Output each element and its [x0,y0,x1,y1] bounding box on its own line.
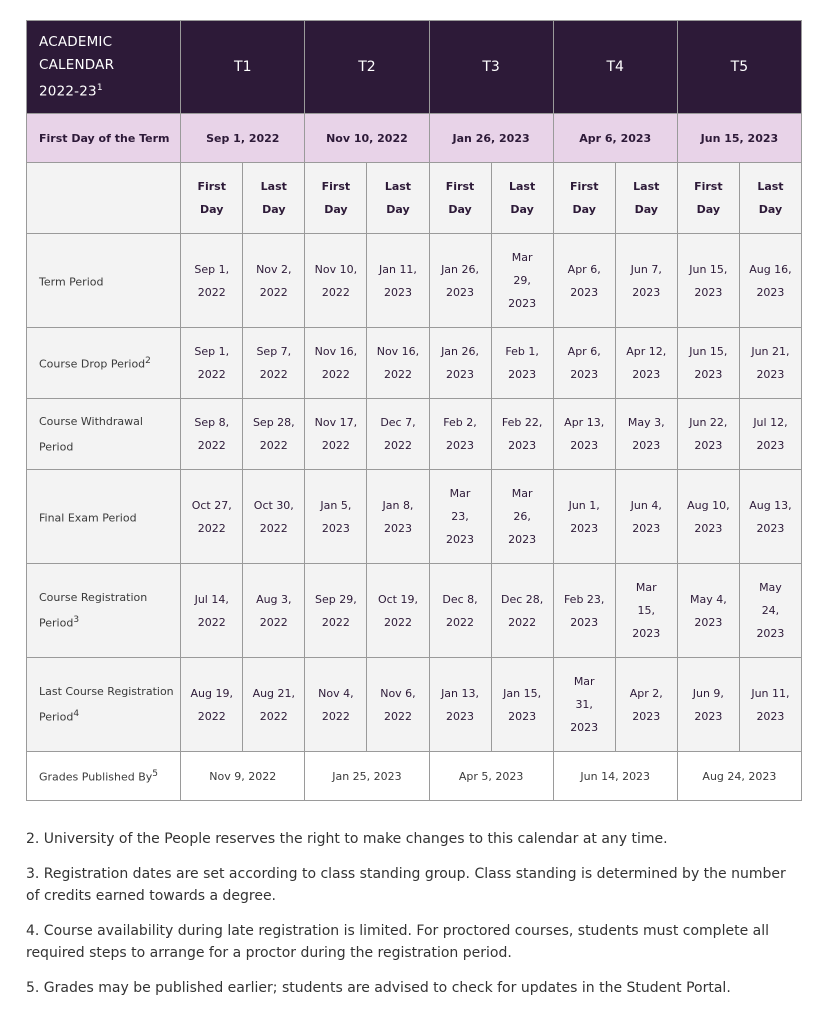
date-cell: May 24, 2023 [739,564,801,658]
date-cell: Apr 13, 2023 [553,399,615,470]
date-cell: Mar 23, 2023 [429,470,491,564]
footnote-3: 3. Registration dates are set according to class standing group. Class standing is determined by the number of credits earned towards a degree. [26,866,786,904]
footnote-marker: 3 [73,615,80,626]
date-cell: May 4, 2023 [677,564,739,658]
date-cell: Sep 7, 2022 [243,328,305,399]
date-cell: Feb 23, 2023 [553,564,615,658]
table-row [27,399,802,470]
row-label-text: Term Period [39,275,104,289]
date-cell: Aug 13, 2023 [739,470,801,564]
first-day-label: First Day of the Term [27,114,181,163]
date-cell: Jan 5, 2023 [305,470,367,564]
date-cell: Aug 19, 2022 [181,658,243,752]
date-cell: Jun 15, 2023 [677,234,739,328]
date-cell: Feb 1, 2023 [491,328,553,399]
calendar-title [27,21,181,114]
date-cell: Nov 4, 2022 [305,658,367,752]
term-header-t1: T1 [181,21,305,114]
date-cell: Aug 3, 2022 [243,564,305,658]
row-label [27,328,181,399]
date-cell: Aug 21, 2022 [243,658,305,752]
first-day-subheader: First Day [305,163,367,234]
date-cell: Sep 1, 2022 [181,234,243,328]
date-cell: Jan 8, 2023 [367,470,429,564]
footnote-marker: 4 [73,709,80,720]
row-label-text: Course Drop Period [39,357,146,371]
date-cell: Sep 1, 2022 [181,328,243,399]
blank-cell [27,163,181,234]
grades-t2: Jan 25, 2023 [305,752,429,801]
title-line: ACADEMIC [39,33,113,50]
first-day-t3: Jan 26, 2023 [429,114,553,163]
date-cell: Nov 16, 2022 [367,328,429,399]
grades-label [27,752,181,801]
date-cell: Mar 29, 2023 [491,234,553,328]
grades-t1: Nov 9, 2022 [181,752,305,801]
date-cell: Oct 30, 2022 [243,470,305,564]
date-cell: Apr 12, 2023 [615,328,677,399]
footnote-5: 5. Grades may be published earlier; students are advised to check for updates in the Student Portal. [26,980,731,996]
row-label-text: Last Course Registration Period [39,685,174,724]
row-label-text: Course Registration Period [39,591,148,630]
calendar-rows [27,234,802,752]
date-cell: Aug 10, 2023 [677,470,739,564]
last-day-subheader: Last Day [243,163,305,234]
date-cell: Feb 22, 2023 [491,399,553,470]
row-label [27,399,181,470]
row-label [27,658,181,752]
first-day-subheader: First Day [553,163,615,234]
date-cell: Jan 13, 2023 [429,658,491,752]
date-cell: Dec 28, 2022 [491,564,553,658]
date-cell: Apr 6, 2023 [553,234,615,328]
footnote-4: 4. Course availability during late registration is limited. For proctored courses, students must complete all required steps to arrange for a proctor during the registration period. [26,923,769,961]
date-cell: Jun 11, 2023 [739,658,801,752]
footnote-marker: 1 [96,82,103,93]
date-cell: Jan 15, 2023 [491,658,553,752]
row-label [27,234,181,328]
title-line: CALENDAR [39,56,115,73]
last-day-subheader: Last Day [491,163,553,234]
last-day-subheader: Last Day [367,163,429,234]
header-row [27,21,802,114]
date-cell: Jun 21, 2023 [739,328,801,399]
date-cell: Nov 17, 2022 [305,399,367,470]
date-cell: Sep 28, 2022 [243,399,305,470]
footnote-marker: 5 [152,768,159,779]
date-cell: Mar 26, 2023 [491,470,553,564]
date-cell: Feb 2, 2023 [429,399,491,470]
last-day-subheader: Last Day [739,163,801,234]
date-cell: Apr 2, 2023 [615,658,677,752]
subheader-row [27,163,802,234]
footnote-2: 2. University of the People reserves the right to make changes to this calendar at any time. [26,831,668,847]
date-cell: Jun 9, 2023 [677,658,739,752]
date-cell: Aug 16, 2023 [739,234,801,328]
date-cell: Mar 31, 2023 [553,658,615,752]
date-cell: Jun 7, 2023 [615,234,677,328]
row-label-text: Course Withdrawal Period [39,414,143,454]
date-cell: Jul 14, 2022 [181,564,243,658]
grades-row [27,752,802,801]
table-row [27,658,802,752]
date-cell: Jul 12, 2023 [739,399,801,470]
title-line: 2022-23 [39,83,97,100]
date-cell: Jan 26, 2023 [429,234,491,328]
term-header-t5: T5 [677,21,801,114]
first-day-t4: Apr 6, 2023 [553,114,677,163]
first-day-row [27,114,802,163]
row-label [27,470,181,564]
grades-t5: Aug 24, 2023 [677,752,801,801]
grades-t3: Apr 5, 2023 [429,752,553,801]
row-label [27,564,181,658]
first-day-subheader: First Day [677,163,739,234]
date-cell: Nov 10, 2022 [305,234,367,328]
table-row [27,564,802,658]
term-header-t4: T4 [553,21,677,114]
footnote-marker: 2 [145,356,151,367]
grades-t4: Jun 14, 2023 [553,752,677,801]
date-cell: Apr 6, 2023 [553,328,615,399]
academic-calendar-table [26,20,802,801]
term-header-t3: T3 [429,21,553,114]
date-cell: Jun 1, 2023 [553,470,615,564]
table-row [27,470,802,564]
date-cell: Jun 22, 2023 [677,399,739,470]
grades-label-text: Grades Published By [39,770,153,784]
date-cell: Nov 6, 2022 [367,658,429,752]
last-day-subheader: Last Day [615,163,677,234]
date-cell: Nov 2, 2022 [243,234,305,328]
first-day-subheader: First Day [181,163,243,234]
table-row [27,234,802,328]
date-cell: Oct 27, 2022 [181,470,243,564]
date-cell: May 3, 2023 [615,399,677,470]
date-cell: Jan 26, 2023 [429,328,491,399]
date-cell: Jan 11, 2023 [367,234,429,328]
date-cell: Jun 4, 2023 [615,470,677,564]
first-day-t1: Sep 1, 2022 [181,114,305,163]
first-day-t2: Nov 10, 2022 [305,114,429,163]
footnotes [26,828,798,1012]
date-cell: Dec 8, 2022 [429,564,491,658]
date-cell: Oct 19, 2022 [367,564,429,658]
first-day-t5: Jun 15, 2023 [677,114,801,163]
table-row [27,328,802,399]
date-cell: Sep 8, 2022 [181,399,243,470]
row-label-text: Final Exam Period [39,511,137,525]
date-cell: Dec 7, 2022 [367,399,429,470]
date-cell: Jun 15, 2023 [677,328,739,399]
first-day-subheader: First Day [429,163,491,234]
date-cell: Nov 16, 2022 [305,328,367,399]
date-cell: Sep 29, 2022 [305,564,367,658]
date-cell: Mar 15, 2023 [615,564,677,658]
term-header-t2: T2 [305,21,429,114]
